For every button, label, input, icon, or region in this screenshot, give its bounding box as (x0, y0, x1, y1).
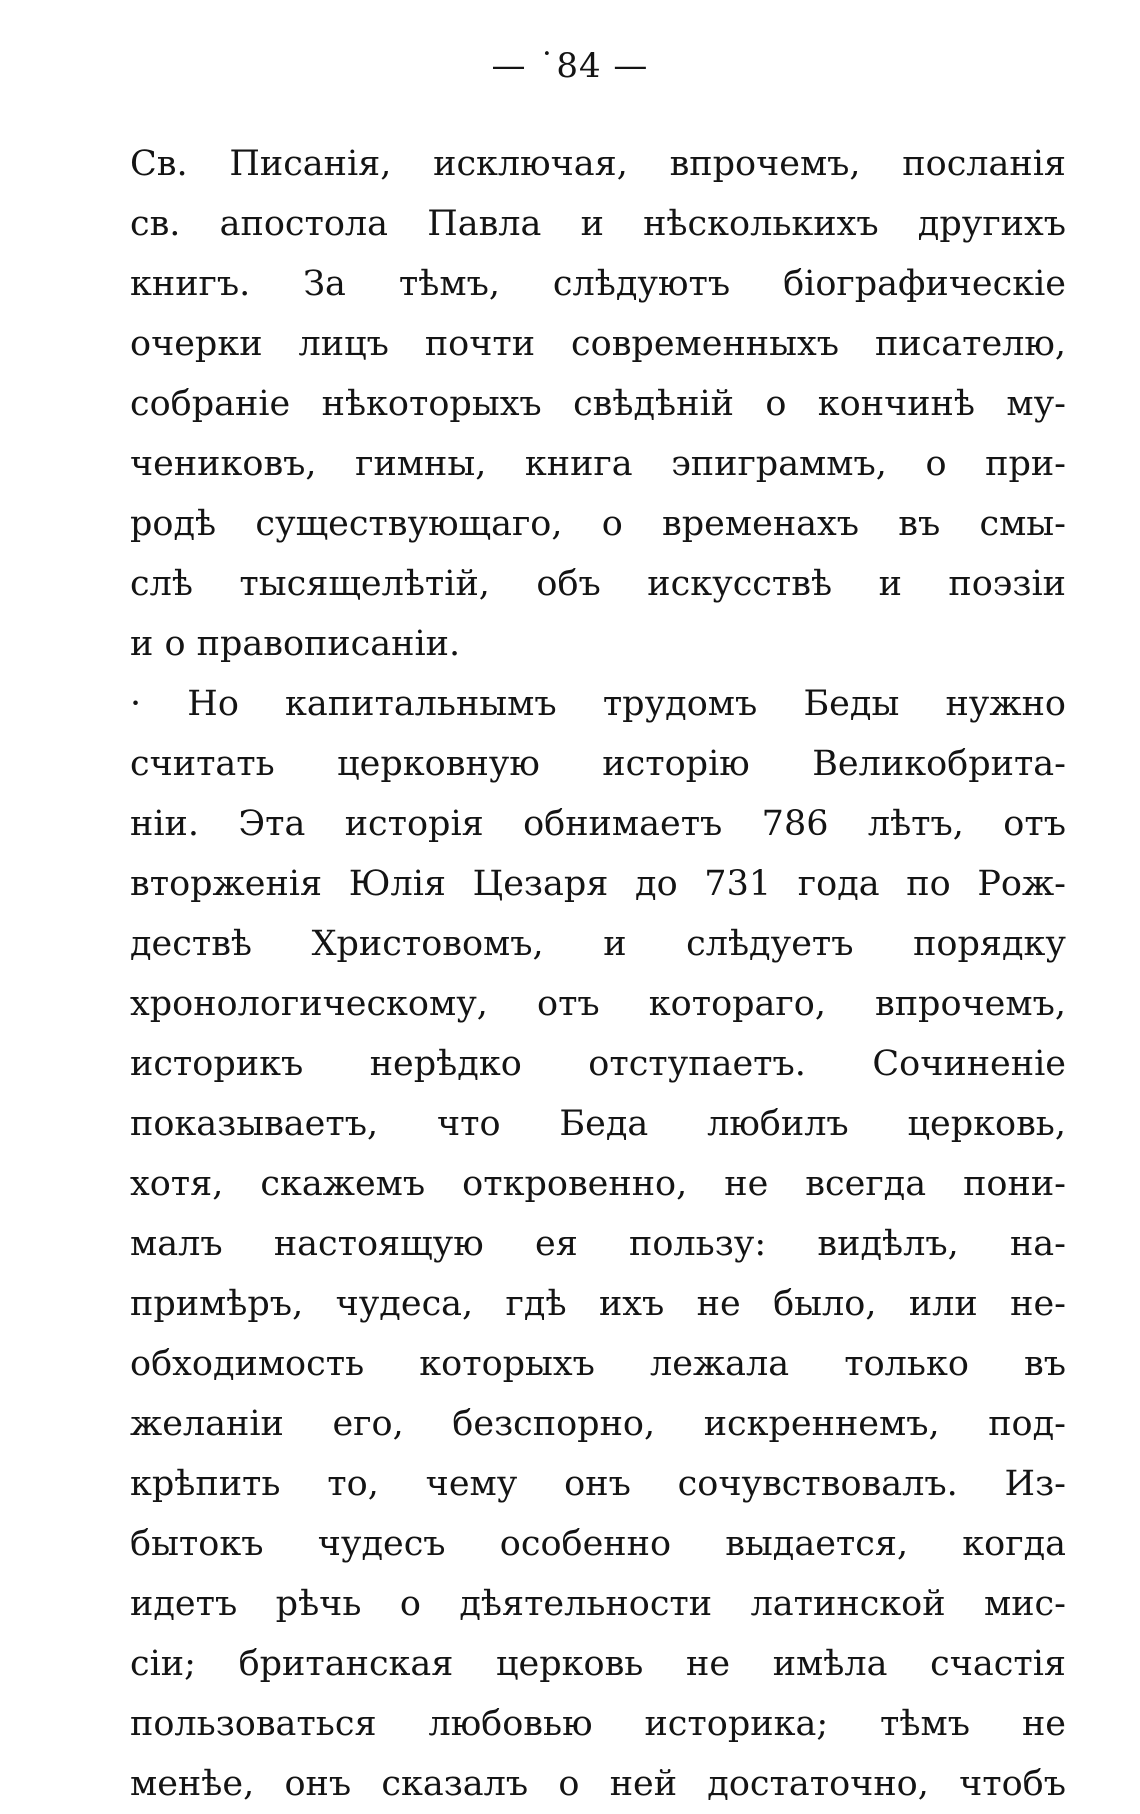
paragraph-end-line: и о правописаніи. (130, 624, 461, 664)
body-text (130, 134, 1066, 1814)
text-line: собраніе нѣкоторыхъ свѣдѣній о кончинѣ му- (130, 384, 1066, 424)
text-line: Св. Писанія, исключая, впрочемъ, посланія (130, 144, 1066, 184)
page-number: — ˙84 — (491, 46, 649, 86)
text-line: деcтвѣ Христовомъ, и слѣдуетъ порядку (130, 924, 1066, 964)
text-line: хронологическому, отъ котораго, впрочемъ, (130, 984, 1066, 1024)
text-line: историкъ нерѣдко отступаетъ. Сочиненіе (130, 1044, 1066, 1084)
text-line: желаніи его, безспорно, искреннемъ, под- (130, 1404, 1066, 1444)
text-line: пользоваться любовью историка; тѣмъ не (130, 1704, 1066, 1744)
text-line: считать церковную исторію Великобрита- (130, 744, 1066, 784)
text-line: малъ настоящую ея пользу: видѣлъ, на- (130, 1224, 1066, 1264)
text-line: очерки лицъ почти современныхъ писателю, (130, 324, 1066, 364)
paragraph-start-line: · Но капитальнымъ трудомъ Беды нужно (130, 684, 1066, 724)
text-line: хотя, скажемъ откровенно, не всегда пони- (130, 1164, 1066, 1204)
text-line: родѣ существующаго, о временахъ въ смы- (130, 504, 1066, 544)
text-line: вторженія Юлія Цезаря до 731 года по Рож- (130, 864, 1066, 904)
text-line: книгъ. За тѣмъ, слѣдуютъ біографическіе (130, 264, 1066, 304)
text-line: сіи; британская церковь не имѣла счастія (130, 1644, 1066, 1684)
text-line: идетъ рѣчь о дѣятельности латинской мис- (130, 1584, 1066, 1624)
text-line: бытокъ чудесъ особенно выдается, когда (130, 1524, 1066, 1564)
text-line: обходимость которыхъ лежала только въ (130, 1344, 1066, 1384)
text-line: ніи. Эта исторія обнимаетъ 786 лѣтъ, отъ (130, 804, 1066, 844)
text-line: крѣпить то, чему онъ сочувствовалъ. Из- (130, 1464, 1066, 1504)
text-line: чениковъ, гимны, книга эпиграммъ, о при- (130, 444, 1066, 484)
text-line: примѣръ, чудеса, гдѣ ихъ не было, или не- (130, 1284, 1066, 1324)
text-line: показываетъ, что Беда любилъ церковь, (130, 1104, 1066, 1144)
text-line: менѣе, онъ сказалъ о ней достаточно, чтобъ (130, 1764, 1066, 1804)
text-line: св. апостола Павла и нѣсколькихъ другихъ (130, 204, 1066, 244)
text-line: слѣ тысящелѣтій, объ искусствѣ и поэзіи (130, 564, 1066, 604)
